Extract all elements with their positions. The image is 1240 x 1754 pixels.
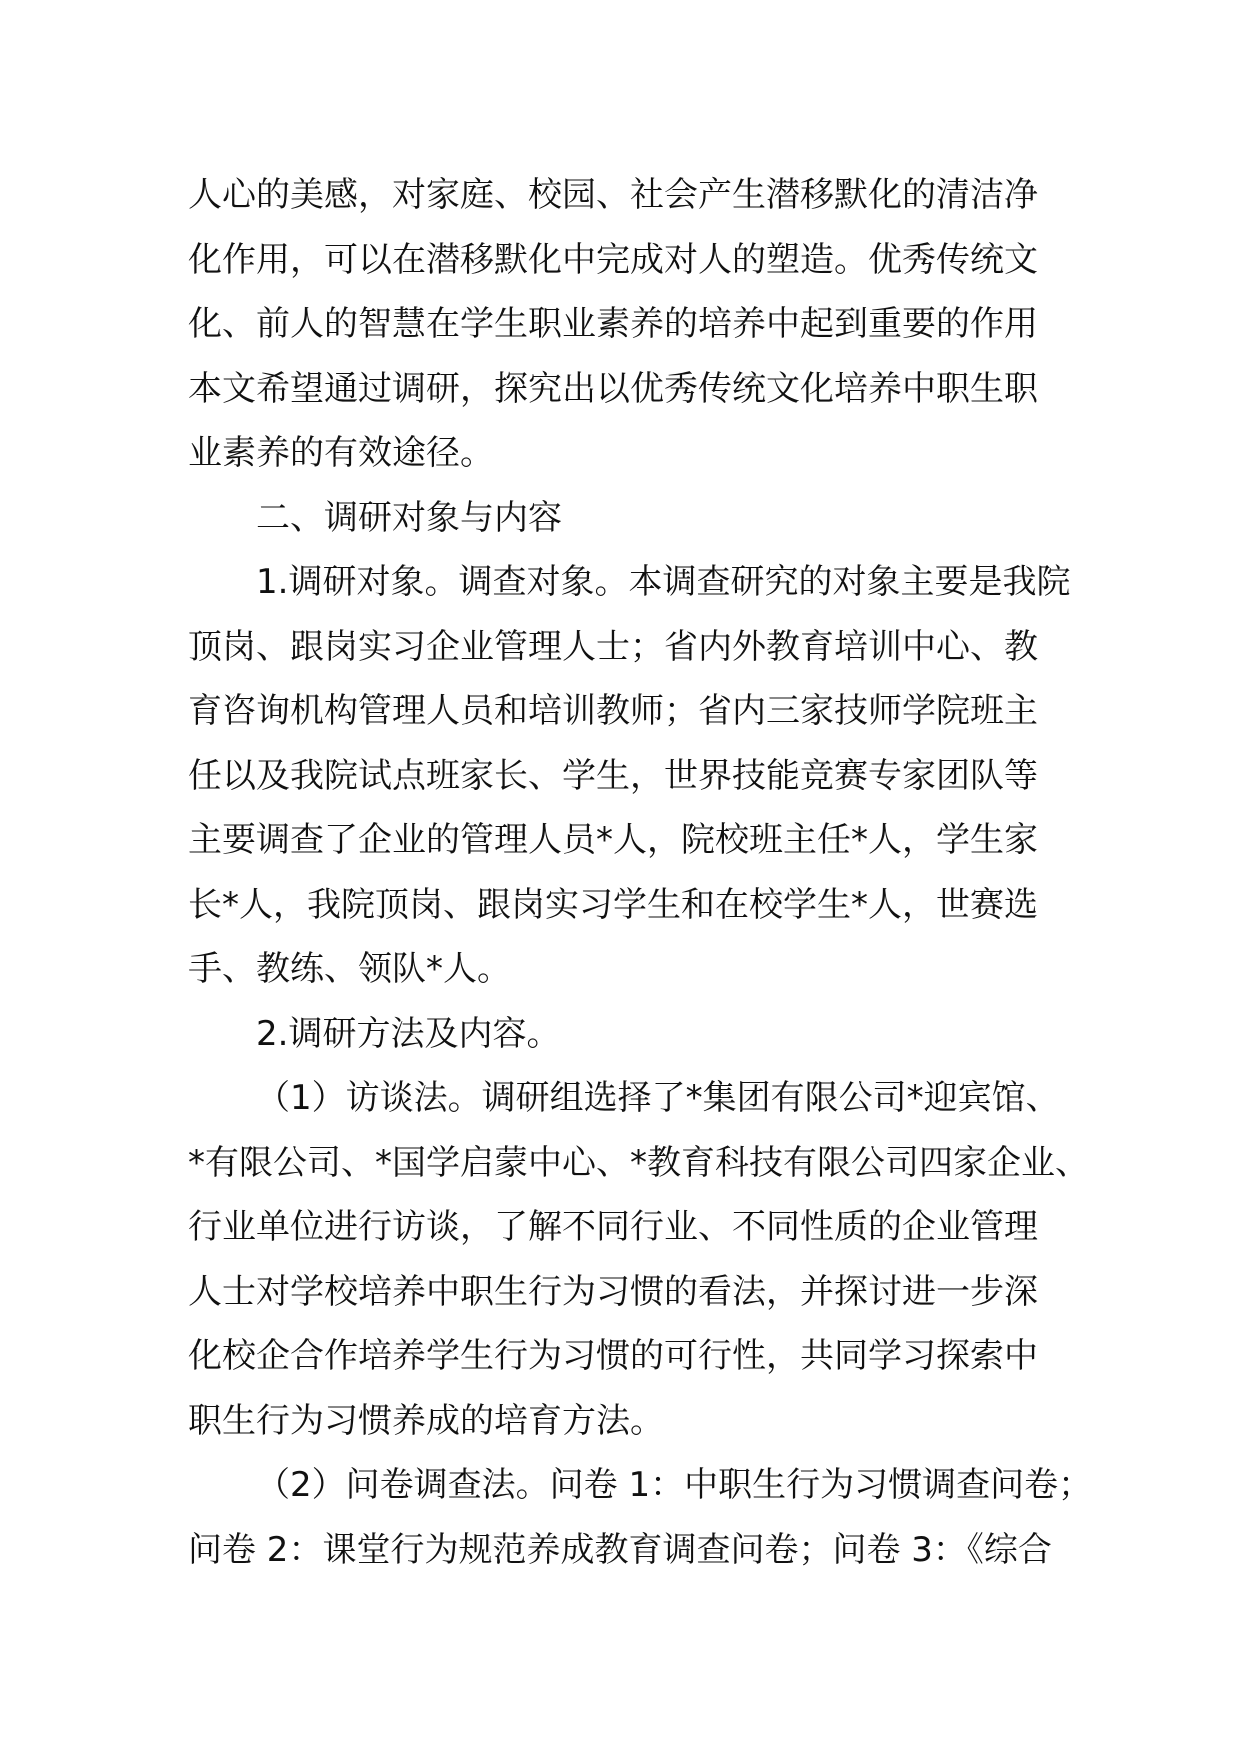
- paragraph-line: 育咨询机构管理人员和培训教师；省内三家技师学院班主: [188, 691, 1038, 731]
- paragraph-line: 人心的美感，对家庭、校园、社会产生潜移默化的清洁净: [188, 175, 1038, 215]
- paragraph-line: （2）问卷调查法。问卷 1：中职生行为习惯调查问卷；: [256, 1465, 1093, 1505]
- paragraph-line: 主要调查了企业的管理人员*人，院校班主任*人，学生家: [188, 820, 1038, 860]
- paragraph-line: 问卷 2：课堂行为规范养成教育调查问卷；问卷 3：《综合: [188, 1529, 1052, 1570]
- body-text: [188, 163, 1093, 1582]
- paragraph-line: 长*人，我院顶岗、跟岗实习学生和在校学生*人，世赛选: [188, 884, 1038, 925]
- paragraph-line: 顶岗、跟岗实习企业管理人士；省内外教育培训中心、教: [188, 626, 1038, 667]
- section-heading: 二、调研对象与内容: [256, 497, 562, 538]
- paragraph-line: 手、教练、领队*人。: [188, 949, 511, 989]
- paragraph-line: 任以及我院试点班家长、学生，世界技能竞赛专家团队等: [188, 755, 1038, 796]
- paragraph-line: 化作用，可以在潜移默化中完成对人的塑造。优秀传统文: [188, 239, 1038, 280]
- paragraph-line: 1.调研对象。调查对象。本调查研究的对象主要是我院: [256, 562, 1071, 602]
- paragraph-line: （1）访谈法。调研组选择了*集团有限公司*迎宾馆、: [256, 1078, 1060, 1118]
- paragraph-line: 本文希望通过调研，探究出以优秀传统文化培养中职生职: [188, 368, 1038, 409]
- paragraph-line: 化、前人的智慧在学生职业素养的培养中起到重要的作用: [188, 304, 1038, 344]
- paragraph-line: 化校企合作培养学生行为习惯的可行性，共同学习探索中: [188, 1336, 1038, 1376]
- paragraph-line: 业素养的有效途径。: [188, 433, 494, 473]
- paragraph-line: 行业单位进行访谈，了解不同行业、不同性质的企业管理: [188, 1207, 1038, 1247]
- paragraph-line: *有限公司、*国学启蒙中心、*教育科技有限公司四家企业、: [188, 1142, 1089, 1183]
- paragraph-line: 职生行为习惯养成的培育方法。: [188, 1400, 664, 1441]
- paragraph-line: 人士对学校培养中职生行为习惯的看法，并探讨进一步深: [188, 1271, 1038, 1312]
- subsection-heading: 2.调研方法及内容。: [256, 1013, 561, 1054]
